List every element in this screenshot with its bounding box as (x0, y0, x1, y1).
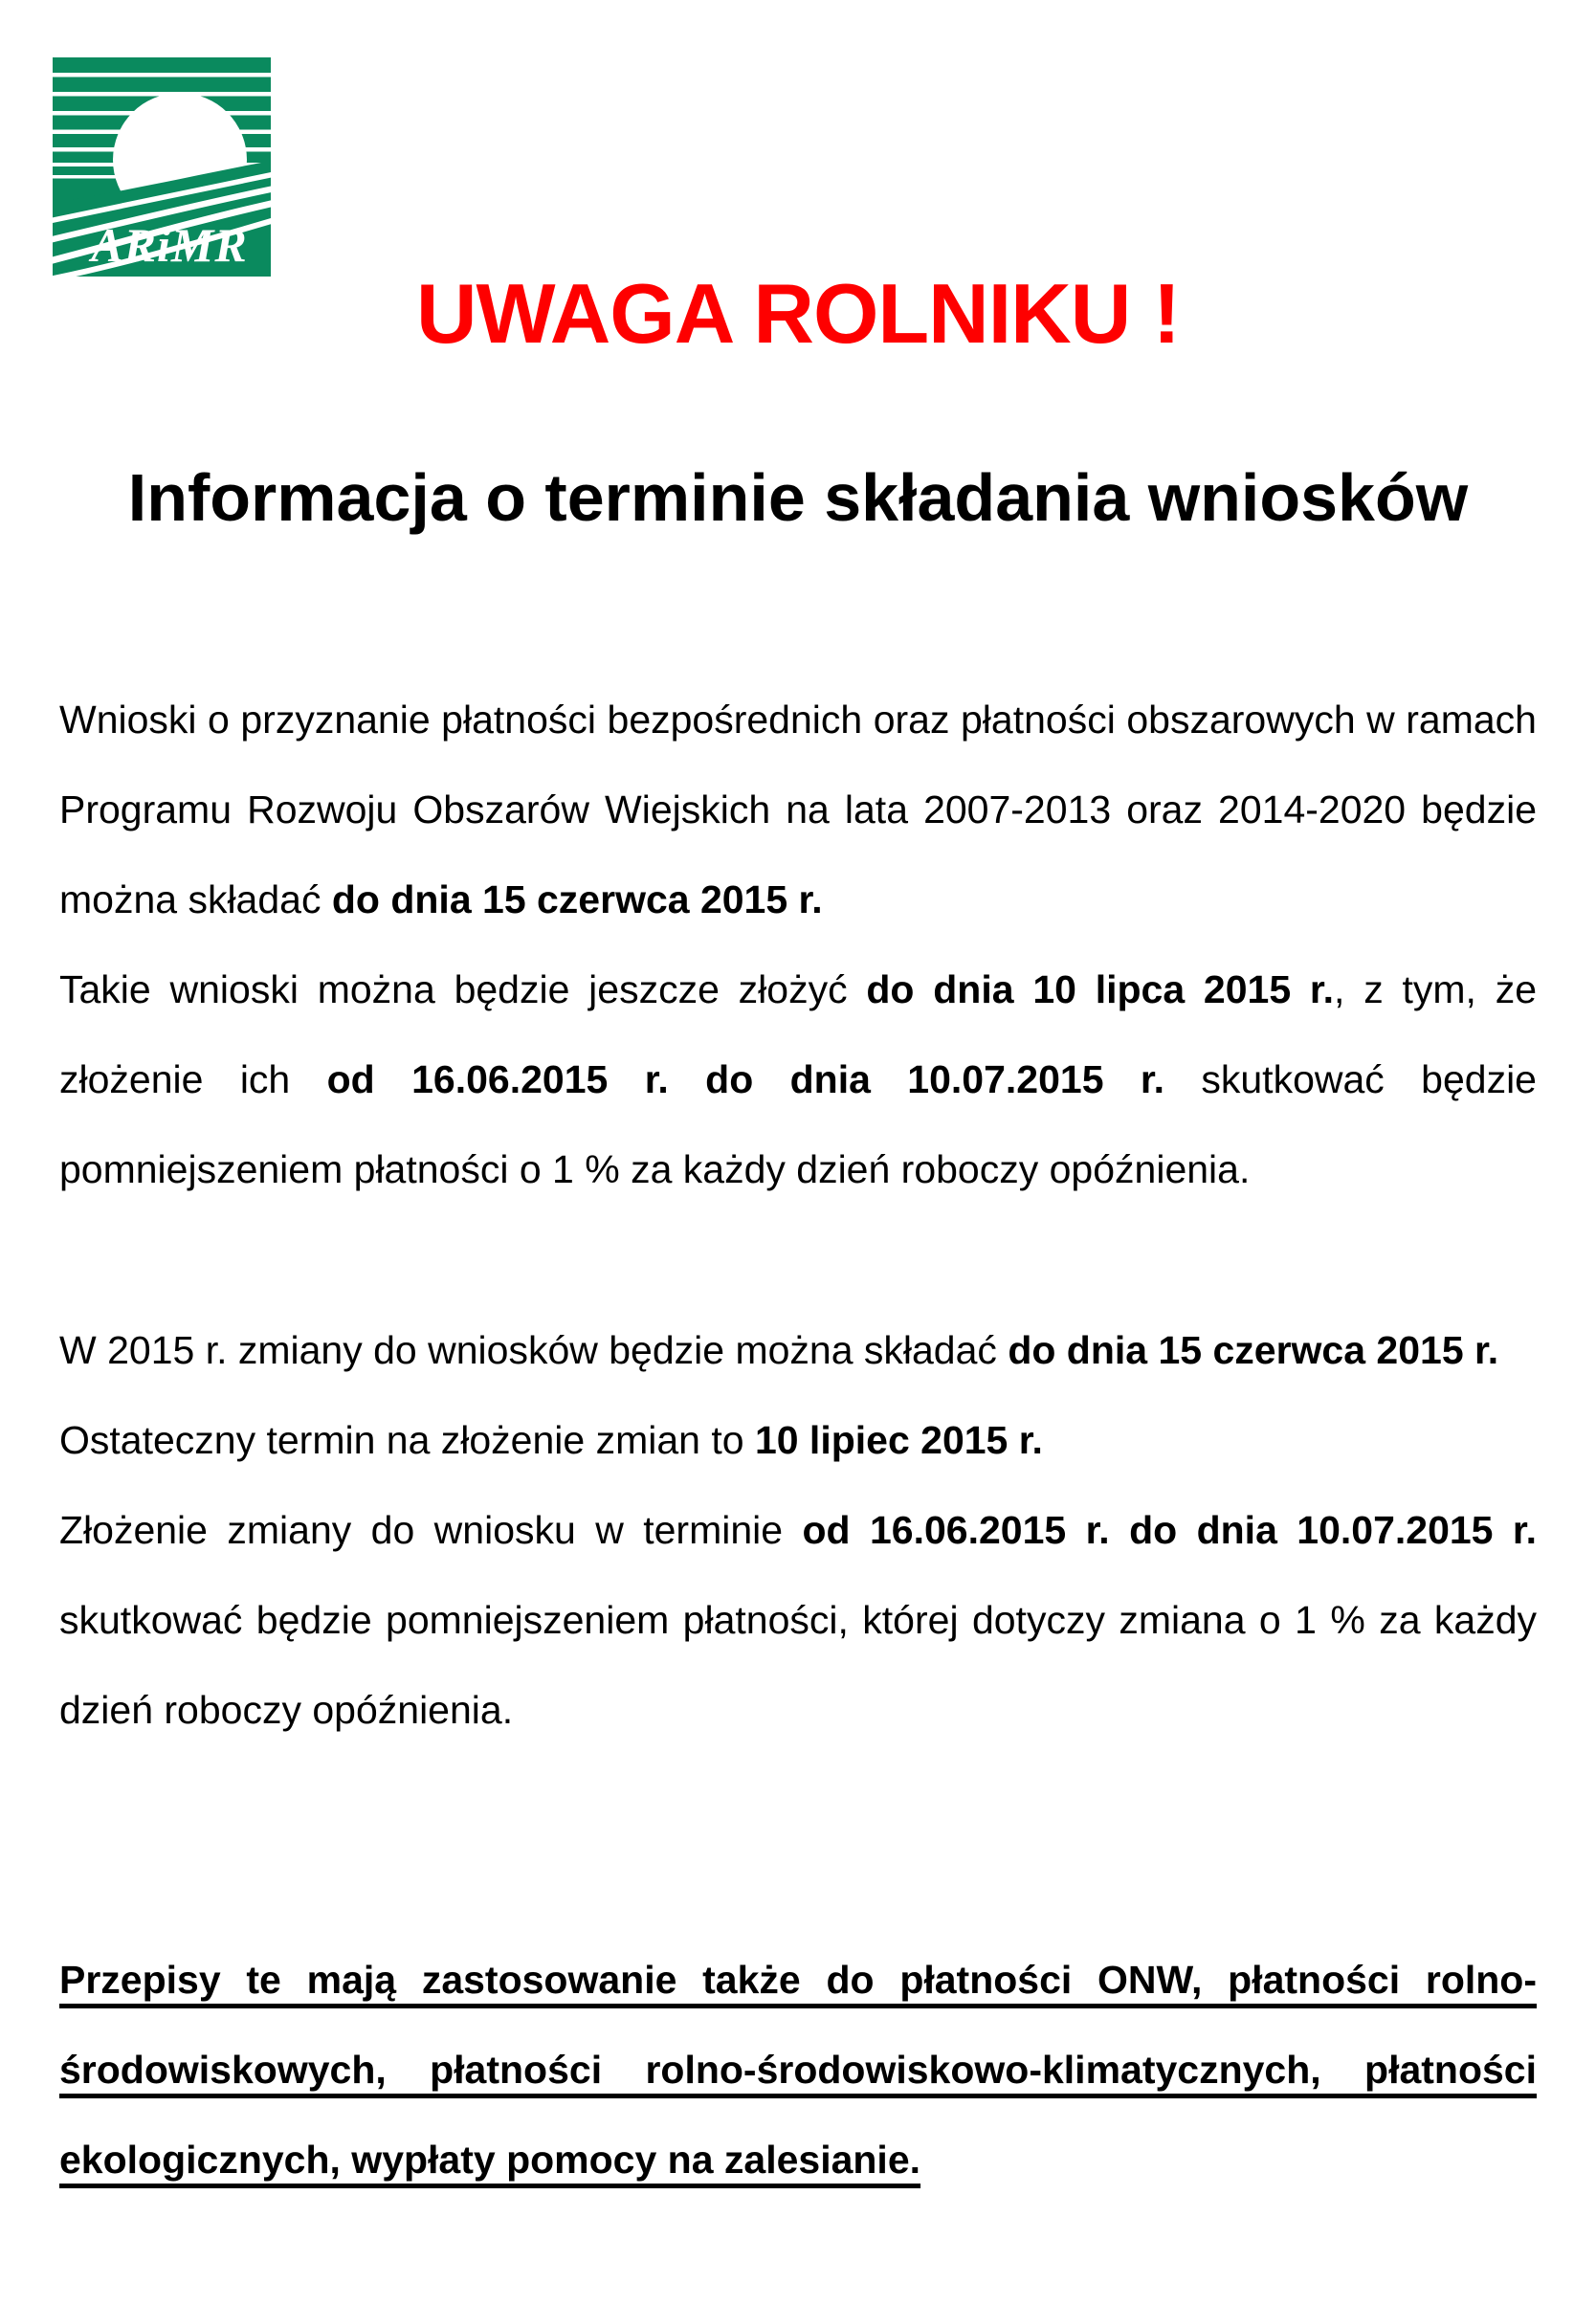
logo-wordmark: ARiMR (91, 218, 248, 272)
text-run-bold: od 16.06.2015 r. do dnia 10.07.2015 r. (326, 1057, 1164, 1101)
document-body (0, 675, 1596, 2205)
text-run-bold-underline: Przepisy te mają zastosowanie także do płatności ONW, płatności rolno-środowiskowych, płatności rolno-środowiskowo-klimatycznych, płatności ekologicznych, wypłaty pomocy na zalesianie. (59, 1958, 1537, 2182)
text-run-bold: 10 lipiec 2015 r. (754, 1418, 1043, 1462)
text-run-bold: do dnia 10 lipca 2015 r. (866, 967, 1335, 1011)
text-run: skutkować będzie pomniejszeniem płatności, której dotyczy zmiana o 1 % za każdy dzień roboczy opóźnienia. (59, 1598, 1537, 1732)
text-run: Wnioski o przyznanie płatności bezpośrednich oraz płatności obszarowych w ramach Programu Rozwoju Obszarów Wiejskich na lata 2007-2013 oraz 2014-2020 będzie można składać (59, 698, 1537, 921)
arimr-logo-graphic (53, 57, 271, 277)
text-run-bold: do dnia 15 czerwca 2015 r. (1008, 1328, 1499, 1372)
changes-info-block (59, 1305, 1537, 1755)
text-run: W 2015 r. zmiany do wniosków będzie można składać (59, 1328, 1009, 1372)
paragraph-late-submission (59, 944, 1537, 1214)
deadline-info-block (59, 675, 1537, 1214)
paragraph-application-deadline (59, 675, 1537, 944)
scope-info-block (59, 1935, 1537, 2205)
page-title: Informacja o terminie składania wniosków (127, 460, 1469, 535)
arimr-logo (53, 57, 271, 277)
text-run: skutkować będzie pomniejszeniem płatności o 1 % za każdy dzień roboczy opóźnienia. (59, 1057, 1537, 1191)
document-header (0, 0, 1596, 675)
paragraph-changes-deadline (59, 1305, 1537, 1395)
text-run: Złożenie zmiany do wniosku w terminie (59, 1508, 803, 1552)
paragraph-late-changes (59, 1485, 1537, 1755)
alert-heading: UWAGA ROLNIKU ! (415, 266, 1181, 361)
text-run-bold: do dnia 15 czerwca 2015 r. (331, 877, 823, 921)
text-run: Ostateczny termin na złożenie zmian to (59, 1418, 755, 1462)
paragraph-final-changes-date (59, 1395, 1537, 1485)
text-run-bold: od 16.06.2015 r. do dnia 10.07.2015 r. (802, 1508, 1537, 1552)
text-run: Takie wnioski można będzie jeszcze złożyć (59, 967, 867, 1011)
text-run: , z tym, że złożenie ich (59, 967, 1538, 1101)
paragraph-scope-of-rules (59, 1935, 1537, 2205)
